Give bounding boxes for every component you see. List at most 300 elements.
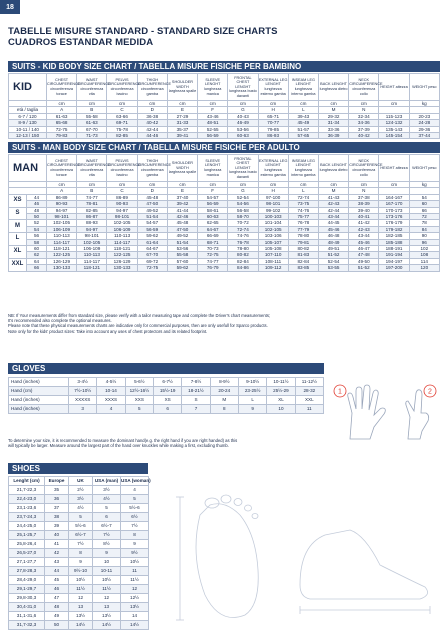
man-size-group-cell: XXL	[9, 258, 27, 271]
shoes-value-cell: 48	[45, 603, 69, 612]
man-value-cell: 182-185	[379, 233, 409, 239]
man-value-cell: 77-79	[288, 226, 318, 232]
kid-value-cell: 69-71	[107, 120, 137, 126]
kid-column-header: INSEAM LEG LENGHT lunghezza interno gamba	[288, 74, 318, 101]
man-column-header: NECK CIRCUMFERENCE circonferenza collo	[349, 155, 379, 182]
man-value-cell: 72	[409, 214, 439, 220]
man-value-cell: 47-50	[137, 201, 167, 207]
shoes-value-cell: 13	[69, 603, 93, 612]
page-number: 18	[6, 3, 14, 11]
man-value-cell: 54-57	[137, 220, 167, 226]
table-row	[9, 549, 149, 558]
shoes-value-cell: 25,8-26,4	[9, 540, 45, 549]
man-value-cell: 102-105	[47, 220, 77, 226]
hand-outline-icon	[348, 385, 386, 439]
kid-header-row	[9, 74, 440, 101]
man-size-cell: 50	[27, 214, 47, 220]
step-one-label: 1	[338, 388, 342, 396]
kid-value-cell: 115-123	[379, 113, 409, 119]
man-letter-cell: D	[137, 188, 167, 194]
table-row	[9, 504, 149, 513]
man-value-cell: 194-197	[379, 258, 409, 264]
man-value-cell: 76-79	[198, 265, 228, 271]
kid-letter-cell: H	[258, 107, 288, 113]
man-value-cell: 126-129	[107, 258, 137, 264]
table-row	[9, 513, 149, 522]
kid-value-cell: 65-68	[47, 120, 77, 126]
man-value-cell: 84-86	[228, 265, 258, 271]
shoes-value-cell: 37	[45, 504, 69, 513]
man-value-cell: 122-125	[107, 252, 137, 258]
man-value-cell: 102	[409, 246, 439, 252]
man-unit-cell: cm	[288, 182, 318, 188]
man-value-cell: 52-54	[318, 258, 348, 264]
kid-size-cell: 6-7 / 120	[9, 113, 47, 119]
gloves-value-cell: 10	[267, 405, 295, 414]
man-column-header: CHEST CIRCUMFERENCE circonferenza torace	[47, 155, 77, 182]
man-value-cell: 98-101	[258, 201, 288, 207]
kid-value-cell: 145-154	[379, 133, 409, 139]
man-value-cell: 100-103	[258, 214, 288, 220]
gloves-value-cell: 6-7½	[153, 378, 181, 387]
man-value-cell: 86-87	[77, 214, 107, 220]
step-two-label: 2	[428, 388, 432, 396]
kid-letter-cell: A	[47, 107, 77, 113]
man-value-cell: 53-56	[167, 246, 197, 252]
man-unit-cell: cm	[198, 182, 228, 188]
man-value-cell: 176-179	[379, 220, 409, 226]
man-letter-cell: A	[47, 188, 77, 194]
kid-size-cell: 8-9 / 130	[9, 120, 47, 126]
man-value-cell: 173-176	[379, 214, 409, 220]
shoes-column-header: USA (man)	[93, 477, 121, 486]
kid-column-header: BACK LENGHT lunghezza dietro	[318, 74, 348, 101]
man-header-row	[9, 155, 440, 182]
gloves-value-cell: 4-5½	[97, 378, 125, 387]
man-value-cell: 42-44	[318, 207, 348, 213]
kid-value-cell: 44-46	[137, 133, 167, 139]
shoes-value-cell: 23,1-23,6	[9, 504, 45, 513]
gloves-value-cell: 4	[97, 405, 125, 414]
shoes-value-cell: 21,7-22,3	[9, 486, 45, 495]
shoes-value-cell: 2½	[69, 486, 93, 495]
gloves-value-cell: 5-6½	[125, 378, 153, 387]
man-size-cell: 62	[27, 252, 47, 258]
gloves-row-label: Hand (cm)	[9, 387, 69, 396]
man-value-cell: 94-97	[47, 207, 77, 213]
shoes-value-cell: 7½	[69, 540, 93, 549]
man-value-cell: 94-97	[77, 226, 107, 232]
man-value-cell: 51-54	[167, 239, 197, 245]
shoes-value-cell: 14½	[93, 621, 121, 630]
kid-column-header: WEIGHT peso	[409, 74, 439, 101]
gloves-value-cell: XXS	[125, 396, 153, 405]
gloves-value-cell: S	[182, 396, 210, 405]
kid-value-cell: 37-39	[349, 126, 379, 132]
kid-unit-cell: cm	[288, 101, 318, 107]
shoes-value-cell: 9½	[121, 549, 149, 558]
page-number-tab	[0, 0, 20, 14]
kid-value-cell: 51-57	[288, 126, 318, 132]
man-size-cell: 44	[27, 194, 47, 200]
man-value-cell: 98-101	[47, 214, 77, 220]
shoes-value-cell: 8	[69, 549, 93, 558]
kid-value-cell: 29-36	[409, 126, 439, 132]
man-value-cell: 110-113	[77, 252, 107, 258]
kid-value-cell: 31-34	[318, 120, 348, 126]
gloves-value-cell: 11	[295, 405, 323, 414]
kid-letter-cell: D	[137, 107, 167, 113]
shoes-value-cell: 38	[45, 513, 69, 522]
kid-column-header: WAIST CIRCUMFERENCE circonferenza vita	[77, 74, 107, 101]
kid-letter-cell: L	[288, 107, 318, 113]
shoes-value-cell: 13½	[93, 612, 121, 621]
man-column-header: WEIGHT peso	[409, 155, 439, 182]
kid-value-cell: 33-36	[318, 126, 348, 132]
man-note-line: It's recommended also complete the optional measures.	[8, 318, 112, 324]
man-column-header: SHOULDER WIDTH larghezza spalle	[167, 155, 197, 182]
kid-size-cell: 10-11 / 140	[9, 126, 47, 132]
man-value-cell: 39-40	[349, 207, 379, 213]
kid-section-band: SUITS - KID BODY SIZE CHART / TABELLA MISURE FISICHE PER BAMBINO	[8, 61, 440, 72]
kid-value-cell: 29-32	[318, 113, 348, 119]
man-value-cell: 38-39	[349, 201, 379, 207]
man-value-cell: 82-84	[288, 258, 318, 264]
man-column-header: THIGH CIRCUMFERENCE circonferenza gamba	[137, 155, 167, 182]
man-section-band: SUITS - MAN BODY SIZE CHART / TABELLA MISURE FISICHE PER ADULTO	[8, 142, 440, 153]
kid-column-header: SLEEVE LENGHT lunghezza manica	[198, 74, 228, 101]
kid-size-cell: 12-13 / 150	[9, 133, 47, 139]
man-unit-cell: cm	[349, 182, 379, 188]
man-value-cell: 106-109	[107, 226, 137, 232]
gloves-value-cell: 15½-19	[153, 387, 181, 396]
shoes-value-cell: 44	[45, 567, 69, 576]
man-value-cell: 102-105	[77, 239, 107, 245]
man-value-cell: 47-48	[349, 252, 379, 258]
shoes-value-cell: 50	[45, 621, 69, 630]
man-letter-cell: H	[258, 188, 288, 194]
man-size-cell: 64	[27, 258, 47, 264]
foot-measure-illustration	[150, 475, 440, 635]
shoes-value-cell: 10	[93, 558, 121, 567]
man-value-cell: 118-121	[47, 246, 77, 252]
shoes-value-cell: 14½	[69, 621, 93, 630]
man-value-cell: 51-54	[137, 214, 167, 220]
shoes-value-cell: 13½	[121, 603, 149, 612]
kid-unit-cell: cm	[47, 101, 77, 107]
kid-column-header: CHEST CIRCUMFERENCE circonferenza torace	[47, 74, 77, 101]
man-note-line: Please note that these physical measurements charts are indicative only for commercial purposes, then are only usefull for Sparco products.	[8, 323, 268, 329]
shoes-value-cell: 43	[45, 558, 69, 567]
man-value-cell: 106-109	[77, 246, 107, 252]
shoes-value-cell: 9	[121, 540, 149, 549]
man-value-cell: 102-105	[258, 226, 288, 232]
shoes-value-cell: 4½	[69, 504, 93, 513]
kid-value-cell: 57-65	[288, 133, 318, 139]
man-value-cell: 130-133	[107, 265, 137, 271]
man-value-cell: 78-80	[288, 233, 318, 239]
gloves-value-cell: XL	[267, 396, 295, 405]
man-value-cell: 179-182	[379, 226, 409, 232]
man-value-cell: 114	[409, 258, 439, 264]
man-value-cell: 56-59	[137, 226, 167, 232]
shoes-value-cell: 7½	[121, 522, 149, 531]
man-value-cell: 74-77	[77, 194, 107, 200]
man-letter-cell: L	[288, 188, 318, 194]
man-unit-cell: cm	[379, 182, 409, 188]
kid-value-cell: 24-28	[409, 120, 439, 126]
gloves-value-cell: M	[210, 396, 238, 405]
kid-value-cell: 40-42	[137, 120, 167, 126]
kid-unit-cell: kg	[409, 101, 439, 107]
shoes-value-cell: 41	[45, 540, 69, 549]
man-value-cell: 43-44	[318, 214, 348, 220]
kid-value-cell: 39-41	[167, 133, 197, 139]
shoes-value-cell: 9	[93, 549, 121, 558]
shoes-section-band: SHOES	[8, 463, 148, 474]
kid-value-cell: 31-33	[167, 120, 197, 126]
table-row	[9, 585, 149, 594]
man-value-cell: 105-107	[258, 239, 288, 245]
man-value-cell: 59-62	[167, 265, 197, 271]
man-unit-cell: cm	[107, 182, 137, 188]
shoes-value-cell: 27,8-28,3	[9, 567, 45, 576]
kid-value-cell: 60-63	[228, 133, 258, 139]
man-value-cell: 99-102	[258, 207, 288, 213]
man-value-cell: 70-72	[228, 220, 258, 226]
man-note-line: Note only for the kids' product sizes: Take into account any uses of chest protectors and its related footprint.	[8, 328, 208, 334]
kid-column-header: NECK CIRCUMFERENCE circonferenza collo	[349, 74, 379, 101]
kid-value-cell: 71-73	[77, 133, 107, 139]
man-value-cell: 66-69	[198, 233, 228, 239]
table-row	[9, 621, 149, 630]
man-value-cell: 78-81	[77, 201, 107, 207]
gloves-value-cell: 3-4½	[69, 378, 97, 387]
table-row	[9, 133, 440, 139]
shoes-value-cell: 47	[45, 594, 69, 603]
man-value-cell: 41-44	[167, 207, 197, 213]
gloves-value-cell: 25½-29	[267, 387, 295, 396]
shoes-value-cell: 5½-6	[69, 522, 93, 531]
shoes-value-cell: 5	[69, 513, 93, 522]
shoes-value-cell: 10½	[69, 576, 93, 585]
shoes-size-table	[8, 476, 149, 630]
man-value-cell: 86-89	[47, 194, 77, 200]
table-row	[9, 378, 324, 387]
kid-value-cell: 55-58	[77, 113, 107, 119]
foot-side-view-icon	[300, 530, 430, 614]
gloves-value-cell: 7½-10½	[69, 387, 97, 396]
man-value-cell: 185-188	[379, 239, 409, 245]
man-value-cell: 90-93	[47, 201, 77, 207]
table-row	[9, 522, 149, 531]
gloves-value-cell: L	[238, 396, 266, 405]
gloves-value-cell: 20-24	[210, 387, 238, 396]
table-row	[9, 594, 149, 603]
man-unit-cell: kg	[409, 182, 439, 188]
kid-value-cell: 52-55	[198, 126, 228, 132]
man-value-cell: 81-83	[288, 252, 318, 258]
table-row	[9, 486, 149, 495]
man-label: MAN	[9, 155, 47, 182]
shoes-value-cell: 26,5-27,0	[9, 549, 45, 558]
shoes-value-cell: 30,4-31,0	[9, 603, 45, 612]
man-size-group-cell: M	[9, 220, 27, 233]
man-column-header: BACK LENGHT lunghezza dietro	[318, 155, 348, 182]
man-value-cell: 49-52	[137, 207, 167, 213]
man-unit-cell: cm	[258, 182, 288, 188]
man-size-cell: 48	[27, 207, 47, 213]
page-titles	[8, 26, 438, 48]
kid-letters-label: età / taglia	[9, 107, 47, 113]
man-value-cell: 118-121	[107, 246, 137, 252]
man-value-cell: 43-44	[349, 233, 379, 239]
man-size-cell: 52	[27, 220, 47, 226]
shoes-value-cell: 12½	[121, 594, 149, 603]
kid-column-header: PELVIS CIRCUMFERENCE circonferenza bacino	[107, 74, 137, 101]
gloves-value-cell: 12½-16½	[125, 387, 153, 396]
man-size-group-cell: XS	[9, 194, 27, 207]
shoes-value-cell: 45	[45, 576, 69, 585]
man-value-cell: 60-63	[198, 214, 228, 220]
kid-value-cell: 37-44	[409, 133, 439, 139]
page-title: TABELLE MISURE STANDARD - STANDARD SIZE CHARTS	[8, 26, 278, 37]
man-value-cell: 44-45	[318, 220, 348, 226]
man-value-cell: 45-46	[349, 239, 379, 245]
man-value-cell: 96	[409, 239, 439, 245]
man-value-cell: 167-170	[379, 201, 409, 207]
man-column-header: EXTERNAL LEG LENGHT lunghezza esterno gamba	[258, 155, 288, 182]
man-unit-cell: cm	[228, 182, 258, 188]
man-value-cell: 72-75	[137, 265, 167, 271]
man-size-group-cell: XL	[9, 246, 27, 259]
kid-unit-cell: cm	[198, 101, 228, 107]
kid-letter-cell: N	[349, 107, 379, 113]
man-value-cell: 54-56	[228, 201, 258, 207]
man-size-cell: 60	[27, 246, 47, 252]
gloves-note-line: To determine your size, it is recommended to measure the dominant hand(e.g. the right hand if you are right handed) as this	[8, 438, 238, 443]
shoes-value-cell: 3½	[93, 486, 121, 495]
shoes-value-cell: 27,1-27,7	[9, 558, 45, 567]
man-size-note	[8, 313, 440, 334]
kid-column-header: FRONTAL CHEST LENGHT lunghezza busto davanti	[228, 74, 258, 101]
man-value-cell: 74-76	[228, 233, 258, 239]
man-value-cell: 82-84	[228, 258, 258, 264]
shoes-value-cell: 11½	[93, 585, 121, 594]
kid-value-cell: 36-39	[318, 133, 348, 139]
man-value-cell: 45-48	[167, 220, 197, 226]
shoes-column-header: USA (woman)	[121, 477, 149, 486]
shoes-value-cell: 6½-7	[93, 522, 121, 531]
man-value-cell: 55-58	[167, 252, 197, 258]
man-value-cell: 120	[409, 265, 439, 271]
gloves-value-cell: XXL	[295, 396, 323, 405]
shoes-value-cell: 24,4-25,0	[9, 522, 45, 531]
man-value-cell: 69-72	[137, 258, 167, 264]
man-unit-cell: cm	[137, 182, 167, 188]
kid-value-cell: 82-85	[107, 133, 137, 139]
man-value-cell: 41-43	[318, 194, 348, 200]
kid-unit-cell: cm	[258, 101, 288, 107]
foot-top-view-icon	[176, 495, 258, 620]
kid-value-cell: 67-70	[77, 126, 107, 132]
shoes-value-cell: 14½	[121, 621, 149, 630]
shoes-value-cell: 9½-10	[69, 567, 93, 576]
man-value-cell: 88-93	[77, 220, 107, 226]
man-value-cell: 106-109	[47, 226, 77, 232]
man-value-cell: 80-82	[288, 246, 318, 252]
kid-value-cell: 70-77	[258, 120, 288, 126]
man-value-cell: 82-85	[77, 207, 107, 213]
man-value-cell: 74-77	[198, 258, 228, 264]
shoes-value-cell: 6½	[121, 513, 149, 522]
gloves-value-cell: 6	[153, 405, 181, 414]
man-value-cell: 107-110	[258, 252, 288, 258]
man-value-cell: 57-60	[167, 258, 197, 264]
man-column-header: INSEAM LEG LENGHT lunghezza interno gamba	[288, 155, 318, 182]
table-row	[9, 265, 440, 271]
gloves-value-cell: 8-9½	[210, 378, 238, 387]
shoes-value-cell: 12	[69, 594, 93, 603]
kid-unit-cell: cm	[379, 101, 409, 107]
gloves-value-cell: XXXXS	[69, 396, 97, 405]
man-value-cell: 70-73	[198, 246, 228, 252]
man-value-cell: 39-42	[167, 201, 197, 207]
man-value-cell: 72-74	[288, 194, 318, 200]
gloves-value-cell: 7-8½	[182, 378, 210, 387]
man-value-cell: 98-101	[107, 214, 137, 220]
kid-letter-cell: B	[77, 107, 107, 113]
man-value-cell: 76-78	[228, 239, 258, 245]
man-value-cell: 109-112	[258, 265, 288, 271]
table-row	[9, 558, 149, 567]
kid-value-cell: 79-83	[47, 133, 77, 139]
man-value-cell: 47-50	[167, 226, 197, 232]
table-row	[9, 612, 149, 621]
kid-value-cell: 135-143	[379, 126, 409, 132]
man-value-cell: 191-194	[379, 252, 409, 258]
man-column-header: FRONTAL CHEST LENGHT lunghezza busto davanti	[228, 155, 258, 182]
kid-letter-cell: C	[107, 107, 137, 113]
shoes-value-cell: 22,4-23,0	[9, 495, 45, 504]
kid-unit-cell: cm	[137, 101, 167, 107]
kid-unit-cell: cm	[77, 101, 107, 107]
shoes-value-cell: 12	[93, 594, 121, 603]
kid-value-cell: 39-43	[288, 113, 318, 119]
shoes-value-cell: 36	[45, 495, 69, 504]
gloves-section-band: GLOVES	[8, 363, 324, 374]
shoes-value-cell: 10½	[121, 558, 149, 567]
man-unit-cell: cm	[318, 182, 348, 188]
hand-profile-icon	[406, 390, 429, 439]
kid-label: KID	[9, 74, 47, 101]
man-value-cell: 78	[409, 220, 439, 226]
man-value-cell: 58-70	[228, 214, 258, 220]
man-letter-cell: N	[349, 188, 379, 194]
kid-letter-cell: E	[167, 107, 197, 113]
man-value-cell: 83-85	[288, 265, 318, 271]
hand-measure-illustration	[330, 383, 440, 441]
table-row	[9, 387, 324, 396]
man-value-cell: 42-43	[349, 226, 379, 232]
shoes-value-cell: 5	[121, 495, 149, 504]
man-note-line: NB: If Your measurements differ from standard size, please verify with a tailor measuring tape and complete the Driver's chart measurements;	[8, 313, 271, 318]
gloves-value-cell: 11-12½	[295, 378, 323, 387]
kid-value-cell: 32-34	[349, 113, 379, 119]
shoes-value-cell: 5½-6	[121, 504, 149, 513]
table-row	[9, 495, 149, 504]
man-size-cell: 46	[27, 201, 47, 207]
